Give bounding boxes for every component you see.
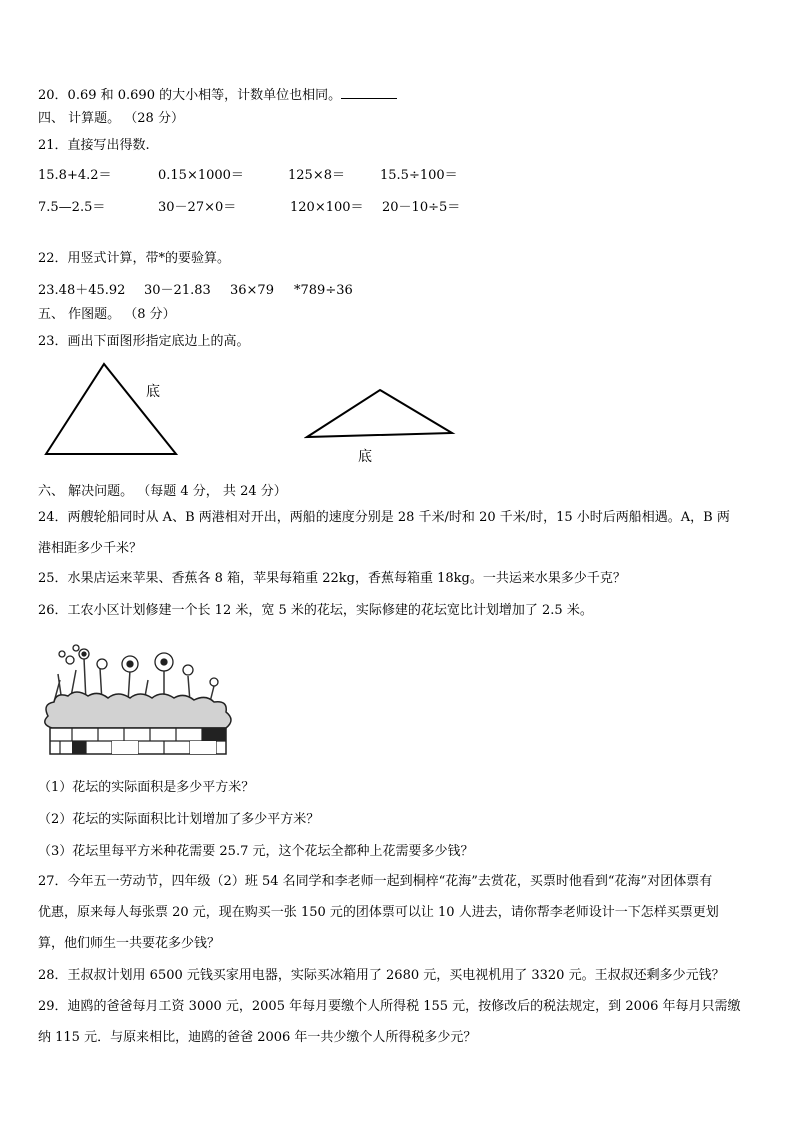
vertical-calc-item: 30－21.83 xyxy=(144,283,211,298)
answer-blank xyxy=(341,86,397,99)
calc-item: 0.15×1000＝ xyxy=(158,168,244,183)
calc-item: 120×100＝ xyxy=(290,200,364,215)
question-27-line2: 优惠，原来每人每张票 20 元，现在购买一张 150 元的团体票可以让 10 人进去，请你帮李老师设计一下怎样买票更划 xyxy=(38,905,719,920)
question-20-text: 20．0.69 和 0.690 的大小相等，计数单位也相同。 xyxy=(38,88,342,103)
triangle-right xyxy=(304,386,456,442)
question-22-title: 22．用竖式计算，带*的要验算。 xyxy=(38,251,231,266)
base-label-left: 底 xyxy=(146,384,160,400)
section-5-heading: 五、 作图题。 （8 分） xyxy=(38,307,176,322)
calc-item: 15.8+4.2＝ xyxy=(38,168,112,183)
question-24-line2: 港相距多少千米？ xyxy=(38,541,143,556)
calc-item: 30－27×0＝ xyxy=(158,200,237,215)
question-26-sub3: （3）花坛里每平方米种花需要 25.7 元，这个花坛全都种上花需要多少钱？ xyxy=(38,844,474,859)
flower-bed-illustration xyxy=(40,640,240,760)
question-25: 25．水果店运来苹果、香蕉各 8 箱，苹果每箱重 22kg，香蕉每箱重 18kg。一共运来水果多少千克？ xyxy=(38,571,626,586)
question-29-line1: 29．迪鸥的爸爸每月工资 3000 元，2005 年每月要缴个人所得税 155 元，按修改后的税法规定，到 2006 年每月只需缴 xyxy=(38,999,741,1014)
question-27-line1: 27．今年五一劳动节，四年级（2）班 54 名同学和李老师一起到桐梓“花海”去赏花，买票时他看到“花海”对团体票有 xyxy=(38,874,713,889)
question-23-title: 23．画出下面图形指定底边上的高。 xyxy=(38,334,250,349)
question-29-line2: 纳 115 元．与原来相比，迪鸥的爸爸 2006 年一共少缴个人所得税多少元？ xyxy=(38,1030,477,1045)
question-27-line3: 算，他们师生一共要花多少钱？ xyxy=(38,936,221,951)
question-24-line1: 24．两艘轮船同时从 A、B 两港相对开出，两船的速度分别是 28 千米/时和 20 千米/时，15 小时后两船相遇。A，B 两 xyxy=(38,510,730,525)
vertical-calc-item: *789÷36 xyxy=(294,283,353,298)
calc-item: 20－10÷5＝ xyxy=(382,200,461,215)
vertical-calc-item: 23.48＋45.92 xyxy=(38,283,126,298)
section-4-heading: 四、 计算题。 （28 分） xyxy=(38,111,184,126)
calc-item: 7.5—2.5＝ xyxy=(38,200,106,215)
calc-item: 125×8＝ xyxy=(288,168,345,183)
triangle-left xyxy=(44,360,180,458)
question-26-sub2: （2）花坛的实际面积比计划增加了多少平方米？ xyxy=(38,812,320,827)
calc-item: 15.5÷100＝ xyxy=(380,168,458,183)
question-21-title: 21．直接写出得数. xyxy=(38,138,150,153)
question-20 xyxy=(38,86,397,105)
section-6-heading: 六、 解决问题。 （每题 4 分， 共 24 分） xyxy=(38,484,287,499)
base-label-right: 底 xyxy=(358,449,372,465)
question-26-sub1: （1）花坛的实际面积是多少平方米？ xyxy=(38,780,255,795)
question-28: 28．王叔叔计划用 6500 元钱买家用电器，实际买冰箱用了 2680 元，买电视机用了 3320 元。王叔叔还剩多少元钱？ xyxy=(38,968,725,983)
vertical-calc-item: 36×79 xyxy=(230,283,274,298)
question-26: 26．工农小区计划修建一个长 12 米，宽 5 米的花坛，实际修建的花坛宽比计划增加了 2.5 米。 xyxy=(38,603,593,618)
